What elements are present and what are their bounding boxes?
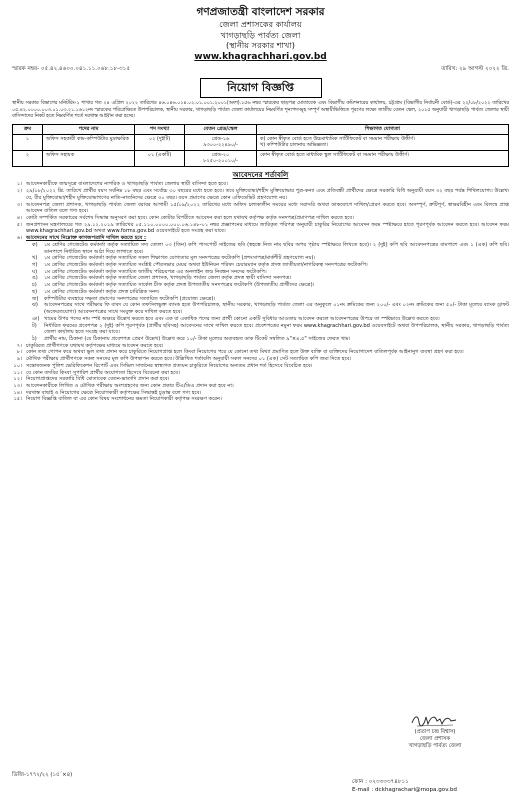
posts-table: [12, 124, 509, 167]
list-item: [12, 215, 509, 222]
list-item: [12, 383, 509, 390]
item-text: আবেদনপত্র জেলা প্রশাসক, খাগড়াছড়ি পার্বত্য জেলা বরাবর আগামী ১৫/০৯/২০২২ তারিখের মধ্যে অফিস চলাকালীন সময়ের মধ্যে সরাসরি অথবা ডাকযোগে দাখিল/প্রেরণ করতে হবে। অসম্পূর্ণ, ক্রটিপূর্ণ, স্বাক্ষরবিহীন এবং বিলম্বে প্রাপ্ত আবেদন বাতিল বলে গণ্য হবে।: [26, 201, 509, 215]
cell-qualification: [257, 134, 509, 150]
cell-grade: [185, 134, 257, 150]
grade-label: গ্রেড-২০: [211, 151, 230, 158]
column-header-count: পদ সংখ্যা: [135, 124, 185, 134]
item-number: ৮।: [16, 349, 22, 356]
item-letter: জ): [32, 295, 39, 302]
item-text: ১ম শ্রেণির গেজেটেড কর্মকর্তা কর্তৃক প্রদত্ত চারিত্রিক সনদ।: [44, 288, 160, 295]
item-number: ৫।: [16, 221, 22, 228]
list-item: [12, 282, 509, 289]
scale-label: ৮২৫০-২০০১০/-: [203, 158, 238, 165]
phone-number: ফোন : ০২৩৩৩৩৭৪৮১১: [352, 779, 409, 785]
print-code: ডিজি-১৭৭২/২২ (১৫´×৪): [12, 772, 73, 778]
memo-date: তারিখ: ২৯ আগস্ট ২০২২ খ্রি.: [441, 66, 509, 73]
item-text: আবেদনকারীকে জন্মসূত্রে বাংলাদেশের নাগরিক ও খাগড়াছড়ি পার্বত্য জেলার স্থায়ী বাসিন্দা হতে হবে।: [26, 181, 228, 188]
item-text: ১ম শ্রেণির গেজেটেড কর্মকর্তা কর্তৃক সত্যায়িত সার্কেল চীফ কর্তৃক প্রদত্ত উপজাতীয় সনদপত্রের ফটোকপি (উপজাতীয় প্রার্থীদের ক্ষেত্রে)।: [44, 282, 315, 289]
item-letter: ট): [32, 322, 37, 329]
item-text: ২৯/০৮/২০২২ খ্রি. তারিখে প্রার্থীর বয়স সর্বনিম্ন ১৮ বছর এবং সর্বোচ্চ ৩০ বছরের মধ্যে হতে হবে। তবে মুক্তিযোদ্ধা/শহীদ মুক্তিযোদ্ধার পুত্র-কন্যা এবং প্রতিবন্ধী প্রার্থীদের ক্ষেত্রে সরকারি বিধি অনুযায়ী বয়স ৩২ বছর পর্যন্ত শিথিলযোগ্য। উল্লেখ্য যে, বীর মুক্তিযোদ্ধা/শহীদ মুক্তিযোদ্ধাগণের নাতি-নাতনিদের ক্ষেত্রে ৩০ বছর। বয়স প্রমাণের ক্ষেত্রে কোন এফিডেভিট গ্রহণযোগ্য নয়।: [26, 188, 509, 201]
column-header-qualification: শিক্ষাগত যোগ্যতা: [257, 124, 509, 134]
scale-label: ৯৩০০-২২৪৯০/-: [203, 142, 238, 149]
item-text: কোটা সম্পর্কিত সরকারের সর্বশেষ সিদ্ধান্ত অনুসরণ করা হবে। কোন কোটার বিপরীতে আবেদন করা হলে যথাযথ কর্তৃপক্ষ কর্তৃক সনদপত্র/প্রমাণপত্র দাখিল করতে হবে।: [26, 215, 354, 222]
intro-paragraph: স্থানীয় সরকার বিভাগের মনিটরিং-১ শাখার গত ২৪ এপ্রিল ২০২২ তারিখের ৪৬.০৪৬.০১৪.০২.০১.০০১.২০০১(অংশ).১৫৬ নম্বর স্মারকের ছাড়পত্র মোতাবেক এবং বিভাগীয় কমিশনারের কার্যালয়, চট্টগ্রাম (বিভাগীয় নির্বাচনী বোর্ড)-এর ২২/০৮/২০২২ তারিখের ০৫.৪২.০০০০.০০৩.০১.০৩.২১.১৬১২নং স্মারকের পরিপ্রেক্ষিতে উপপরিচালক, স্থানীয় সরকার, খাগড়াছড়ি পার্বত্য জেলা কার্যালয়ের নিম্নবর্ণিত শূন্যপদসমূহ সম্পূর্ণ অস্থায়ীভিত্তিতে পূরণের লক্ষ্যে জাতীয় বেতন স্কেল, ২০১৫ অনুযায়ী খাগড়াছড়ি পার্বত্য জেলার স্থায়ী বাসিন্দাদের নিকট হতে নিম্নবর্ণিত শর্তে দরখাস্ত আহ্বান করা হচ্ছে।: [12, 101, 509, 120]
list-item: [12, 336, 509, 343]
item-number: ১৫।: [13, 396, 22, 403]
list-item: [12, 323, 509, 336]
table-row: [13, 150, 509, 166]
item-text: চাকুরিরত প্রার্থীগণকে যথাযথ কর্তৃপক্ষের মাধ্যমে আবেদন করতে হবে।: [26, 342, 164, 349]
contact-block: [352, 779, 507, 794]
table-row: [13, 134, 509, 150]
cell-serial: ২: [13, 150, 43, 166]
item-text: নিয়োগ বিজ্ঞপ্তি বাতিল বা এর কোন বিষয় সংশোধনের ক্ষমতা নিয়োগকারী কর্তৃপক্ষ সংরক্ষণ করেন।: [26, 396, 222, 403]
item-text: আবেদনকারীকে লিখিত ও মৌখিক পরীক্ষায় অংশগ্রহণের জন্য কোন প্রকার টিএ/ডিএ প্রদান করা হবে না।: [26, 382, 234, 389]
table-header-row: [13, 124, 509, 134]
item-letter: গ): [32, 262, 38, 269]
item-text: ১ম শ্রেণির গেজেটেড কর্মকর্তা কর্তৃক সত্যায়িত সদ্য তোলা ০৩ (তিন) কপি পাসপোর্ট সাইজের ছবি (স্বহস্তে নিজ নাম ছবির অপর পৃষ্ঠায় স্পষ্টাক্ষরে লিখতে হবে)। ২ (দুই) কপি ছবি আবেদনপত্রের বামপাশে এবং ১ (এক) কপি ছবি। ডানপাশে নির্ধারিত স্থানে আঠা দিয়ে লাগাতে হবে।: [44, 241, 509, 255]
list-item: [12, 235, 509, 242]
list-item: [12, 370, 509, 377]
item-number: ১৩।: [13, 382, 22, 389]
list-item: [12, 363, 509, 370]
email-address[interactable]: E-mail : dckhagrachari@mopa.gov.bd: [352, 786, 457, 793]
signature-mark: [409, 711, 459, 729]
list-item: [12, 356, 509, 363]
item-number: ৩।: [16, 201, 22, 208]
item-text: খামের উপর পদের নাম স্পষ্ট অক্ষরে উল্লেখ করতে হবে এবং এক বা একাধিক পদের জন্য প্রার্থী কোনো একটি সুবিধার আওতায় আবেদন করলে আবেদনপত্রের উপরে তা স্পষ্টভাবে উল্লেখ করতে হবে।: [44, 315, 440, 322]
item-number: ৬।: [16, 235, 22, 242]
list-item: [12, 376, 509, 383]
item-text: কম্পিউটার ব্যবহারে দক্ষতা প্রমাণের সনদপত্রের সত্যায়িত ফটোকপি (প্রযোজ্য ক্ষেত্রে)।: [44, 295, 216, 302]
item-text: ১ম শ্রেণির গেজেটেড কর্মকর্তা কর্তৃক সত্যায়িত সংশ্লিষ্ট পৌরসভার মেয়র অথবা ইউনিয়ন পরিষদ চেয়ারম্যান কর্তৃক প্রদত্ত জাতীয়তা/নাগরিকত্ব সনদপত্রের ফটোকপি।: [44, 262, 368, 269]
conditions-list-continued: [12, 343, 509, 403]
item-text: কোন তথ্য গোপন করে অথবা ভুল তথ্য প্রদান করে চাকুরিতে নিয়োগপ্রাপ্ত হলে কিংবা নিয়োগের পরে যে কোনো তথ্য মিথ্যা প্রমাণিত হলে উক্ত ব্যক্তি বা ব্যক্তিদের নিয়োগাদেশ বাতিলপূর্বক আইনানুগ ব্যবস্থা গ্রহণ করা হবে।: [26, 349, 464, 356]
item-text: প্রার্থীর নাম, ঠিকানা (যে ঠিকানায় প্রবেশপত্র প্রেরণ উল্লেখ) উল্লেখ করে ১০/- টাকা মূল্যের অব্যবহৃত ডাক টিকেট সম্বলিত ৯"×৪.৫" সাইজের ফেরত খাম।: [44, 335, 351, 342]
item-letter: ক): [32, 241, 38, 248]
government-name: গণপ্রজাতন্ত্রী বাংলাদেশ সরকার: [196, 6, 325, 18]
cell-count: ০১ (একটি): [135, 150, 185, 166]
grade-label: গ্রেড-১৬: [211, 135, 230, 142]
handwritten-signature: [375, 711, 495, 729]
item-letter: ঙ): [32, 275, 38, 282]
item-text: নির্ধারিত ফরমের প্রবেশপত্র ২ (দুই) কপি পূরণপূর্বক (প্রার্থীর ছবিসহ) আবেদনের সাথে দাখিল করতে হবে। প্রবেশপত্রের নমুনা ফরম www.khagrachhari.gov.bd ওয়েবসাইটে অথবা উপপরিচালক, স্থানীয় সরকার, খাগড়াছড়ি পার্বত্য জেলা কার্যালয় হতে সংগ্রহ করা যাবে।: [44, 322, 509, 336]
item-text: ১ম শ্রেণির গেজেটেড কর্মকর্তা কর্তৃক সত্যায়িত সকল শিক্ষাগত যোগ্যতার মূল সনদপত্রের ফটোকপি (প্রশংসাপত্র/মার্কশীট গ্রহণযোগ্য নয়)।: [44, 255, 316, 262]
item-letter: চ): [32, 282, 37, 289]
item-text: ১ম শ্রেণির গেজেটেড কর্মকর্তা কর্তৃক সত্যায়িত জেলা প্রশাসক, খাগড়াছড়ি পার্বত্য জেলা কর্তৃক প্রদত্ত স্থায়ী বাসিন্দা সনদপত্র।: [44, 275, 292, 282]
documents-list: [12, 242, 509, 343]
item-text: যে কোন তদবির কিংবা সুপারিশ প্রার্থীর অযোগ্যতা হিসেবে বিবেচনা করা হবে।: [26, 369, 180, 376]
conditions-heading: আবেদনের শর্তাবলি: [232, 169, 289, 179]
cell-qualification: কোন স্বীকৃত বোর্ড হতে মাধ্যমিক স্কুল সার্টিফিকেট বা সমমান পরীক্ষায় উত্তীর্ণ।: [257, 150, 509, 166]
item-number: ১২।: [13, 376, 22, 383]
list-item: [12, 262, 509, 269]
memo-line: [12, 66, 509, 73]
list-item: [12, 202, 509, 215]
column-header-post: পদের নাম: [43, 124, 135, 134]
item-text: মৌখিক পরীক্ষায় প্রার্থীগণকে সকল সনদের মূল কপি উপস্থাপন করতে হবে। উল্লিখিত শর্তাবলি অনুযায়ী সকল সনদের ০১ (এক) সেট সত্যায়িত কপি জমা দিতে হবে।: [26, 356, 352, 363]
item-text: ১ম শ্রেণির গেজেটেড কর্মকর্তা কর্তৃক সত্যায়িত জাতীয় পরিচয়পত্র এর অনলাইন জন্ম নিবন্ধন সনদের ফটোকপি।: [44, 268, 267, 275]
signature-block: [375, 711, 495, 750]
item-text: আবেদনপত্রের সাথে পরীক্ষার ফি বাবদ যে কোন তফসিলভুক্ত ব্যাংক হতে উপপরিচালক, স্থানীয় সরকার, খাগড়াছড়ি পার্বত্য জেলা এর অনুকূলে ০১নং ক্রমিকের জন্য ২০০/- এবং ০২নং ক্রমিকের জন্য ৫০/- টাকা মূল্যের ব্যাংক ড্রাফট (অফেরতযোগ্য) আবেদনপত্রের সাথে সংযুক্ত করে দাখিল করতে হবে।: [44, 302, 509, 316]
district-name: খাগড়াছড়ি পার্বত্য জেলা: [220, 29, 301, 40]
signatory-district: খাগড়াছড়ি পার্বত্য জেলা: [408, 743, 462, 750]
item-text: জনপ্রশাসন মন্ত্রণালয়ের গত ২৯.১২.২০১৯ তারিখের ০৫.১১০.০০০০.০০০.০৬.১৪৮-০১ নম্বর প্রজ্ঞাপনের মাধ্যমে জারিকৃত পরিপত্র অনুযায়ী চাকুরির নিয়োগের আবেদন ফরম স্পষ্টাক্ষরে হাতে পূরণপূর্বক আবেদন করতে হবে। আবেদন ফরম www.khagrachhari.gov.bd অথবা www.forms.gov.bd ওয়েবসাইটে হতে সংগ্রহ করা যাবে।: [26, 221, 509, 235]
list-item: [12, 222, 509, 235]
item-letter: ছ): [32, 288, 38, 295]
cell-serial: ১: [13, 134, 43, 150]
list-item: [12, 396, 509, 403]
item-text: দরখাস্ত বাছাই ও নিয়োগের ক্ষেত্রে নিয়োগকারী কর্তৃপক্ষের সিদ্ধান্তই চূড়ান্ত বলে গণ্য হবে।: [26, 389, 202, 396]
item-letter: ঠ): [32, 335, 37, 342]
item-number: ৭।: [16, 342, 22, 349]
letterhead: [12, 6, 509, 63]
item-letter: ঞ): [32, 315, 40, 322]
item-number: ১০।: [13, 362, 22, 369]
item-letter: খ): [32, 255, 38, 262]
conditions-list: [12, 181, 509, 241]
item-text: আবেদনের সাথে নিম্নোক্ত কাগজপত্রাদি দাখিল করতে হবে :: [26, 235, 147, 242]
cell-grade: [185, 150, 257, 166]
list-item: [12, 242, 509, 255]
column-header-serial: ক্রম: [13, 124, 43, 134]
item-letter: ঘ): [32, 268, 38, 275]
signatory-name: (প্রতাপ চন্দ্র বিশ্বাস): [414, 729, 456, 735]
item-number: ৪।: [16, 215, 22, 222]
cell-post: অফিস সহকারী কাম-কম্পিউটার মুদ্রাক্ষরিক: [43, 134, 135, 150]
item-text: নিয়োগপ্রাপ্তদের সরকারি বিধি মোতাবেক বেতন-ভাতাদি প্রদান করা হবে।: [26, 376, 170, 383]
qualification-line: ক) কোন স্বীকৃত বোর্ড হতে উচ্চমাধ্যমিক সার্টিফিকেট বা সমমান পরীক্ষায় উত্তীর্ণ।: [260, 135, 415, 142]
memo-number: স্মারক নম্বর- ০৫.৪২.৪৬০০.০৪১.১১.০৬৮.১৮-৩১৫: [12, 66, 130, 73]
branch-name: (স্থানীয় সরকার শাখা): [226, 40, 295, 51]
item-number: ১।: [16, 181, 22, 188]
list-item: [12, 302, 509, 315]
cell-count: ০২ (দুইটি): [135, 134, 185, 150]
item-number: ১৪।: [13, 389, 22, 396]
item-number: ১১।: [13, 369, 22, 376]
list-item: [12, 188, 509, 201]
item-number: ২।: [16, 188, 22, 195]
column-header-grade: বেতন গ্রেড/স্কেল: [185, 124, 257, 134]
item-number: ৯।: [16, 356, 22, 363]
signatory-designation: জেলা প্রশাসক: [419, 736, 451, 743]
notice-title: নিয়োগ বিজ্ঞপ্তি: [200, 78, 322, 99]
list-item: [12, 289, 509, 296]
item-letter: ঝ): [32, 302, 38, 309]
office-name: জেলা প্রশাসকের কার্যালয়: [219, 19, 302, 30]
item-text: সন্তোষজনক পুলিশ ভেরিফিকেশন রিপোর্ট এবং সিভিল সার্জনের স্বাস্থ্যগত প্রত্যয়ন চাকুরিতে নিয়োগের অন্যতম প্রধান শর্ত হিসেবে বিবেচিত হবে।: [26, 362, 313, 369]
website-link[interactable]: www.khagrachhari.gov.bd: [194, 52, 327, 63]
list-item: [12, 316, 509, 323]
cell-post: অফিস সহায়ক: [43, 150, 135, 166]
qualification-line: খ) কম্পিউটার চালনায় অভিজ্ঞতা।: [260, 142, 329, 149]
